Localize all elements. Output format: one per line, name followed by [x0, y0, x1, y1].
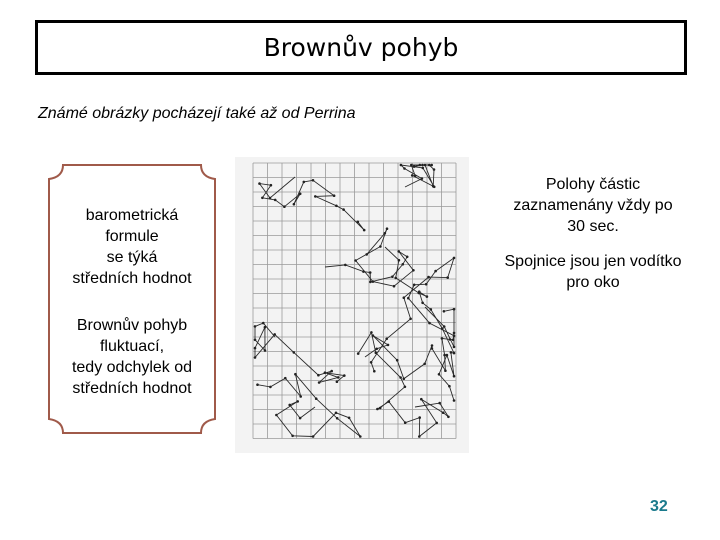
- particle-position-dot: [413, 284, 416, 287]
- right-line: 30 sec.: [567, 218, 619, 235]
- particle-position-dot: [442, 411, 445, 414]
- particle-position-dot: [333, 194, 336, 197]
- particle-position-dot: [453, 346, 456, 349]
- particle-position-dot: [262, 322, 265, 325]
- particle-position-dot: [432, 185, 435, 188]
- particle-position-dot: [444, 369, 447, 372]
- particle-position-dot: [421, 177, 424, 180]
- particle-position-dot: [397, 250, 400, 253]
- particle-position-dot: [299, 395, 302, 398]
- particle-position-dot: [453, 332, 456, 335]
- particle-position-dot: [398, 259, 401, 262]
- particle-position-dot: [385, 338, 388, 341]
- particle-position-dot: [427, 276, 430, 279]
- particle-position-dot: [448, 385, 451, 388]
- particle-position-dot: [404, 386, 407, 389]
- particle-position-dot: [391, 275, 394, 278]
- particle-position-dot: [315, 397, 318, 400]
- particle-position-dot: [434, 270, 437, 273]
- particle-position-dot: [343, 374, 346, 377]
- particle-position-dot: [264, 326, 267, 329]
- particle-position-dot: [337, 376, 340, 379]
- particle-position-dot: [288, 404, 291, 407]
- particle-position-dot: [370, 361, 373, 364]
- particle-position-dot: [433, 168, 436, 171]
- particle-position-dot: [296, 400, 299, 403]
- particle-position-dot: [406, 256, 409, 259]
- particle-position-dot: [422, 167, 425, 170]
- particle-position-dot: [369, 271, 372, 274]
- particle-position-dot: [418, 416, 421, 419]
- particle-position-dot: [256, 383, 259, 386]
- particle-position-dot: [421, 164, 424, 167]
- scroll-paragraph-2: [47, 315, 217, 399]
- particle-position-dot: [284, 377, 287, 380]
- particle-position-dot: [426, 295, 429, 298]
- particle-position-dot: [411, 174, 414, 177]
- right-line: pro oko: [566, 274, 620, 291]
- particle-position-dot: [312, 435, 315, 438]
- particle-position-dot: [370, 331, 373, 334]
- particle-position-dot: [403, 167, 406, 170]
- particle-position-dot: [269, 386, 272, 389]
- particle-position-dot: [446, 354, 449, 357]
- particle-position-dot: [443, 310, 446, 313]
- particle-position-dot: [410, 164, 413, 167]
- slide-title: Brownův pohyb: [263, 33, 459, 62]
- particle-position-dot: [438, 373, 441, 376]
- particle-position-dot: [453, 257, 456, 260]
- particle-position-dot: [453, 399, 456, 402]
- particle-position-dot: [375, 352, 378, 355]
- particle-position-dot: [275, 414, 278, 417]
- particle-position-dot: [441, 327, 444, 330]
- right-line: zaznamenány vždy po: [513, 197, 673, 214]
- particle-position-dot: [393, 285, 396, 288]
- particle-position-dot: [447, 416, 450, 419]
- right-line: Spojnice jsou jen vodítko: [504, 253, 682, 270]
- particle-position-dot: [362, 270, 365, 273]
- particle-position-dot: [293, 351, 296, 354]
- scroll-line: středních hodnot: [72, 380, 192, 397]
- particle-position-dot: [312, 179, 315, 182]
- particle-position-dot: [335, 205, 338, 208]
- particle-position-dot: [425, 283, 428, 286]
- particle-position-dot: [446, 276, 449, 279]
- scroll-paragraph-1: [47, 205, 217, 289]
- particle-position-dot: [258, 182, 261, 185]
- particle-position-dot: [453, 334, 456, 337]
- scroll-line: barometrická: [85, 207, 179, 224]
- particle-position-dot: [365, 253, 368, 256]
- particle-position-dot: [423, 363, 426, 366]
- right-paragraph-1: [488, 174, 698, 237]
- particle-position-dot: [348, 417, 351, 420]
- particle-position-dot: [283, 205, 286, 208]
- particle-position-dot: [403, 296, 406, 299]
- particle-position-dot: [314, 195, 317, 198]
- particle-position-dot: [421, 302, 424, 305]
- particle-position-dot: [274, 199, 277, 202]
- right-paragraph-2: [488, 251, 698, 293]
- particle-position-dot: [293, 203, 296, 206]
- particle-position-dot: [342, 208, 345, 211]
- particle-position-dot: [418, 435, 421, 438]
- particle-position-dot: [441, 337, 444, 340]
- particle-position-dot: [450, 351, 453, 354]
- particle-position-dot: [419, 164, 422, 167]
- particle-position-dot: [324, 371, 327, 374]
- right-line: Polohy částic: [545, 176, 641, 193]
- particle-position-dot: [430, 164, 433, 167]
- particle-position-dot: [299, 417, 302, 420]
- particle-position-dot: [412, 269, 415, 272]
- scroll-line: středních hodnot: [72, 270, 192, 287]
- slide-subtitle: Známé obrázky pocházejí také až od Perrina: [38, 105, 356, 122]
- particle-position-dot: [453, 375, 456, 378]
- scroll-line: tedy odchylek od: [71, 359, 193, 376]
- particle-position-dot: [254, 347, 257, 350]
- particle-position-dot: [399, 376, 402, 379]
- particle-position-dot: [261, 197, 264, 200]
- particle-position-dot: [354, 259, 357, 262]
- particle-position-dot: [379, 407, 382, 410]
- scroll-line: se týká: [106, 249, 158, 266]
- scroll-line: formule: [105, 228, 159, 245]
- particle-position-dot: [254, 356, 257, 359]
- particle-position-dot: [299, 193, 302, 196]
- particle-position-dot: [369, 281, 372, 284]
- particle-position-dot: [372, 280, 375, 283]
- particle-position-dot: [438, 402, 441, 405]
- particle-position-dot: [273, 333, 276, 336]
- particle-position-dot: [409, 318, 412, 321]
- page-number: 32: [650, 498, 668, 515]
- particle-position-dot: [430, 308, 433, 311]
- particle-position-dot: [428, 322, 431, 325]
- particle-position-dot: [449, 338, 452, 341]
- particle-position-dot: [403, 378, 406, 381]
- particle-position-dot: [294, 373, 297, 376]
- particle-position-dot: [414, 175, 417, 178]
- particle-position-dot: [379, 245, 382, 248]
- particle-position-dot: [357, 352, 360, 355]
- particle-position-dot: [413, 165, 416, 168]
- particle-position-dot: [443, 325, 446, 328]
- particle-position-dot: [264, 349, 267, 352]
- particle-position-dot: [376, 408, 379, 411]
- particle-position-dot: [291, 435, 294, 438]
- particle-position-dot: [420, 398, 423, 401]
- particle-position-dot: [387, 344, 390, 347]
- particle-position-dot: [453, 352, 456, 355]
- particle-position-dot: [431, 347, 434, 350]
- particle-position-dot: [375, 348, 378, 351]
- particle-position-dot: [424, 164, 427, 167]
- particle-position-dot: [428, 164, 431, 167]
- particle-position-dot: [344, 264, 347, 267]
- particle-position-dot: [359, 435, 362, 438]
- particle-position-dot: [372, 334, 375, 337]
- particle-position-dot: [318, 381, 321, 384]
- title-box: [35, 20, 687, 75]
- perrin-brownian-figure: [235, 157, 469, 453]
- particle-position-dot: [386, 227, 389, 230]
- particle-position-dot: [418, 290, 421, 293]
- particle-position-dot: [402, 263, 405, 266]
- particle-position-dot: [363, 229, 366, 232]
- particle-position-dot: [317, 374, 320, 377]
- particle-position-dot: [404, 421, 407, 424]
- particle-position-dot: [269, 197, 272, 200]
- brownian-paths-image: [235, 157, 469, 453]
- particle-position-dot: [396, 359, 399, 362]
- particle-position-dot: [336, 380, 339, 383]
- scroll-line: fluktuací,: [99, 338, 165, 355]
- particle-position-dot: [270, 184, 273, 187]
- particle-position-dot: [254, 325, 257, 328]
- particle-position-dot: [303, 181, 306, 184]
- particle-position-dot: [335, 412, 338, 415]
- scroll-line: Brownův pohyb: [76, 317, 188, 334]
- particle-position-dot: [357, 221, 360, 224]
- particle-position-dot: [394, 277, 397, 280]
- particle-position-dot: [336, 417, 339, 420]
- scroll-box: [47, 163, 217, 435]
- particle-position-dot: [453, 308, 456, 311]
- particle-position-dot: [388, 400, 391, 403]
- particle-position-dot: [435, 422, 438, 425]
- particle-position-dot: [431, 344, 434, 347]
- particle-position-dot: [384, 232, 387, 235]
- particle-position-dot: [407, 297, 410, 300]
- particle-position-dot: [254, 339, 257, 342]
- particle-position-dot: [330, 370, 333, 373]
- particle-position-dot: [452, 339, 455, 342]
- particle-position-dot: [400, 164, 403, 167]
- particle-position-dot: [443, 354, 446, 357]
- particle-position-dot: [373, 370, 376, 373]
